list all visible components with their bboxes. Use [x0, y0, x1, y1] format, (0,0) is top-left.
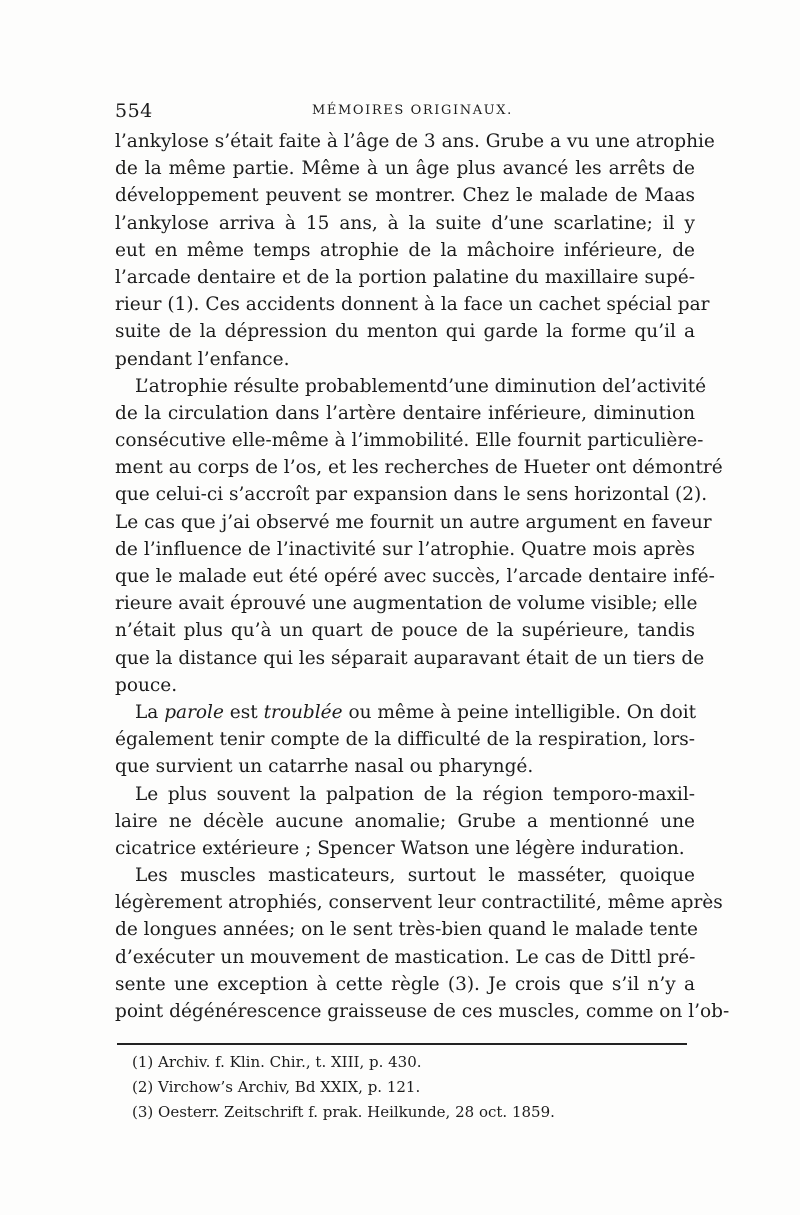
text-line: l’arcade dentaire et de la portion palatine du maxillaire supé- [115, 266, 695, 288]
footnote: (2) Virchow’s Archiv, Bd XXIX, p. 121. [132, 1078, 421, 1096]
text-line: pouce. [115, 674, 178, 696]
footnote: (1) Archiv. f. Klin. Chir., t. XIII, p. 430. [132, 1053, 422, 1071]
text-line: développement peuvent se montrer. Chez le malade de Maas [115, 185, 695, 207]
emphasized-word: troublée [263, 701, 343, 723]
text-line: d’exécuter un mouvement de mastication. Le cas de Dittl pré- [115, 946, 696, 968]
text-line: n’était plus qu’à un quart de pouce de la supérieure, tandis [115, 620, 695, 642]
text-line: de la même partie. Même à un âge plus avancé les arrêts de [115, 158, 695, 180]
text-line: rieure avait éprouvé une augmentation de volume visible; elle [115, 593, 698, 615]
text-line: légèrement atrophiés, conservent leur contractilité, même après [115, 892, 723, 914]
running-header [115, 98, 695, 124]
emphasized-word: parole [164, 701, 224, 723]
text-line: L’atrophie résulte probablementd’une diminution del’activité [135, 375, 707, 397]
text-line: suite de la dépression du menton qui garde la forme qu’il a [115, 321, 695, 343]
text-line: que survient un catarrhe nasal ou pharyngé. [115, 756, 534, 778]
text-line: point dégénérescence graisseuse de ces muscles, comme on l’ob- [115, 1001, 730, 1022]
text-line-with-emphasis: La parole est troublée ou même à peine intelligible. On doit [135, 701, 697, 723]
running-title: MÉMOIRES ORIGINAUX. [312, 103, 513, 118]
text-line: laire ne décèle aucune anomalie; Grube a mentionné une [115, 810, 695, 832]
text-line: rieur (1). Ces accidents donnent à la face un cachet spécial par [115, 294, 710, 316]
text-line: ment au corps de l’os, et les recherches de Hueter ont démontré [115, 457, 723, 479]
text-line: de longues années; on le sent très-bien quand le malade tente [115, 919, 698, 941]
text-line: pendant l’enfance. [115, 348, 290, 370]
footnote-divider [117, 1043, 687, 1045]
text-line: que celui-ci s’accroît par expansion dans le sens horizontal (2). [115, 484, 708, 506]
text-line: également tenir compte de la difficulté de la respiration, lors- [115, 729, 695, 751]
text-line: Les muscles masticateurs, surtout le masséter, quoique [135, 865, 695, 887]
text-line: Le plus souvent la palpation de la région temporo-maxil- [135, 783, 695, 805]
text-line: sente une exception à cette règle (3). Je crois que s’il n’y a [115, 973, 695, 995]
body-text [115, 128, 730, 1025]
text-line: eut en même temps atrophie de la mâchoire inférieure, de [115, 239, 695, 261]
text-line: que la distance qui les séparait auparavant était de un tiers de [115, 647, 705, 669]
text-line: de l’influence de l’inactivité sur l’atrophie. Quatre mois après [115, 538, 695, 560]
text-line: que le malade eut été opéré avec succès, l’arcade dentaire infé- [115, 566, 715, 587]
text-line: de la circulation dans l’artère dentaire inférieure, diminution [115, 402, 695, 424]
text-line: l’ankylose arriva à 15 ans, à la suite d’une scarlatine; il y [115, 212, 695, 234]
footnote: (3) Oesterr. Zeitschrift f. prak. Heilkunde, 28 oct. 1859. [132, 1103, 555, 1121]
text-line: cicatrice extérieure ; Spencer Watson une légère induration. [115, 837, 685, 859]
text-line: consécutive elle-même à l’immobilité. Elle fournit particulière- [115, 430, 704, 452]
text-line: Le cas que j’ai observé me fournit un autre argument en faveur [115, 511, 712, 533]
text-line: l’ankylose s’était faite à l’âge de 3 ans. Grube a vu une atrophie [115, 131, 715, 152]
page-number: 554 [115, 100, 153, 122]
footnotes [132, 1050, 692, 1125]
